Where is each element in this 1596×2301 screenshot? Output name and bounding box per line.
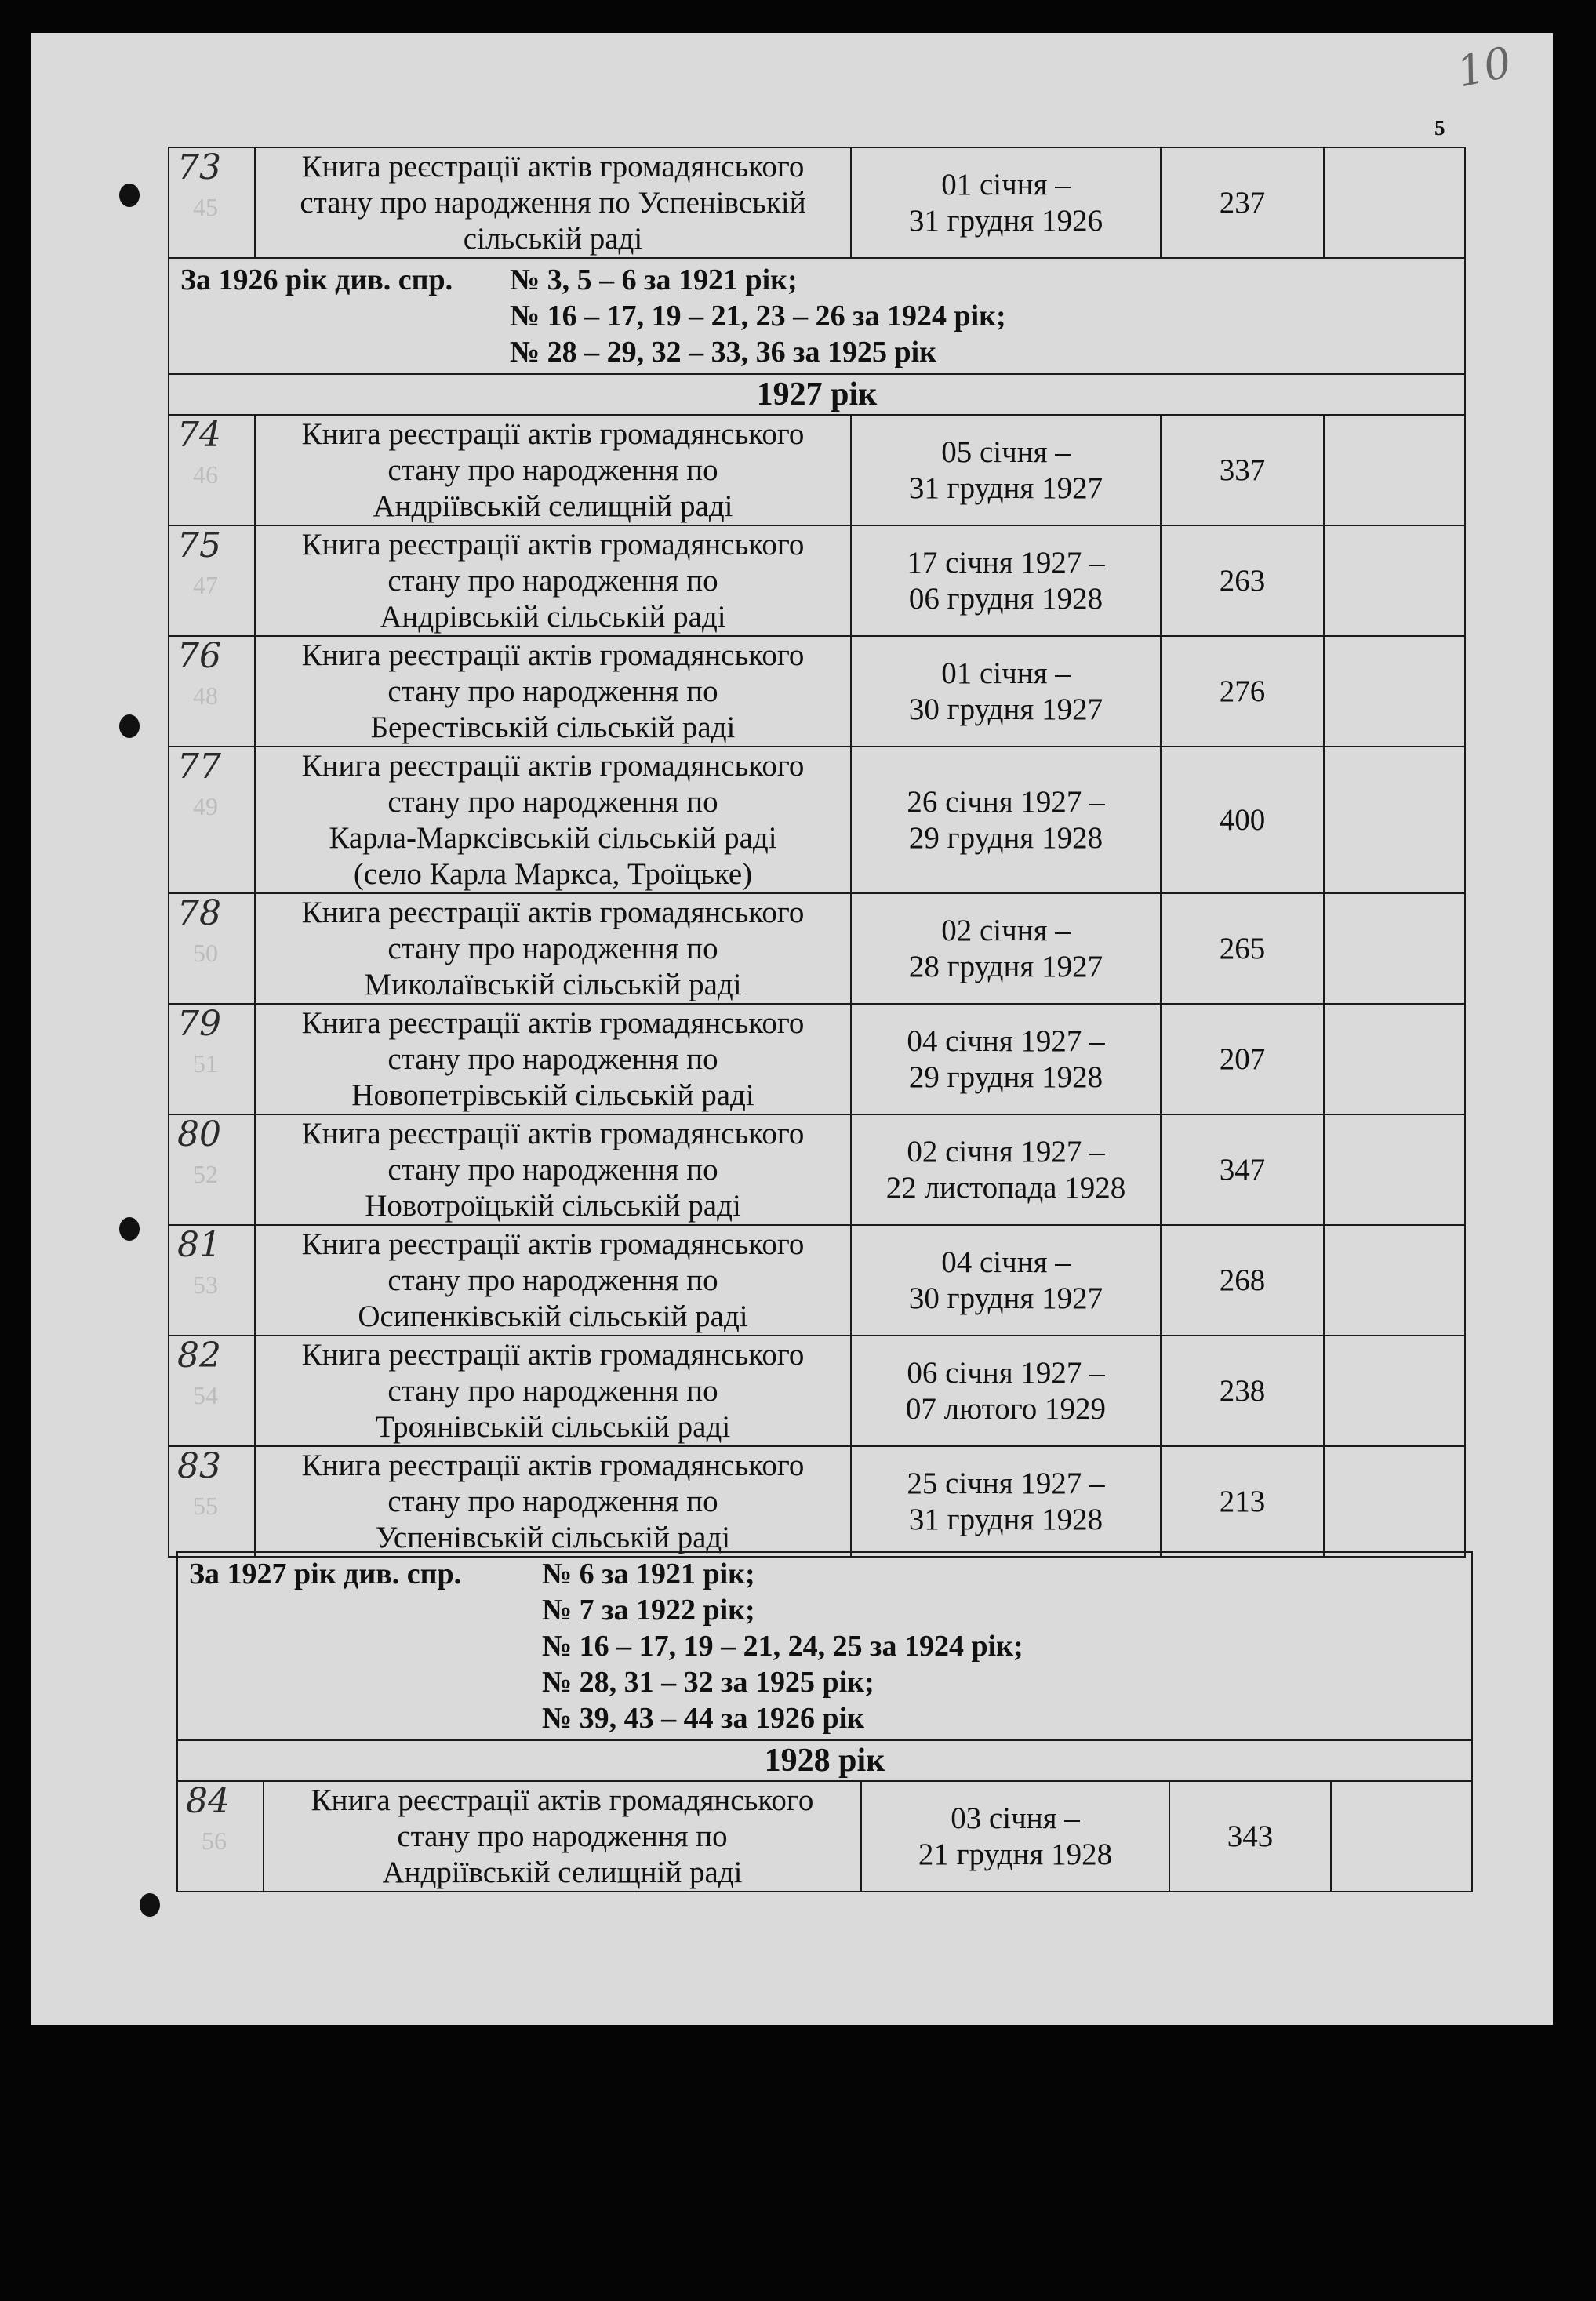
notes-cell: [1324, 147, 1465, 258]
old-case-number: 52: [193, 1160, 218, 1188]
case-title-line: стану про народження по Успенівській: [300, 185, 806, 220]
case-title-line: стану про народження по: [387, 453, 718, 487]
date-line: 02 січня 1927 –: [907, 1134, 1105, 1169]
case-number: 84: [186, 1781, 230, 1821]
sheet-count: 347: [1161, 1114, 1324, 1225]
case-title-line: Андрівській сільській раді: [380, 599, 726, 634]
punch-hole: [119, 714, 140, 738]
inventory-table-top: [168, 147, 1466, 1558]
old-case-number: 53: [193, 1270, 218, 1299]
punch-hole: [119, 1217, 140, 1241]
sheet-count: 276: [1161, 636, 1324, 747]
case-number-cell: [169, 1114, 255, 1225]
notes-cell: [1324, 1114, 1465, 1225]
date-line: 06 грудня 1928: [908, 581, 1103, 616]
case-number-cell: [177, 1781, 264, 1892]
case-title-cell: [255, 893, 851, 1004]
date-range-cell: [851, 1004, 1161, 1114]
case-title-cell: [255, 1114, 851, 1225]
case-number: 73: [177, 147, 221, 187]
date-line: 31 грудня 1928: [908, 1502, 1103, 1536]
date-range-cell: [851, 147, 1161, 258]
date-line: 31 грудня 1927: [908, 471, 1103, 505]
date-line: 30 грудня 1927: [908, 1281, 1103, 1315]
date-line: 02 січня –: [941, 913, 1071, 947]
sheet-count: 238: [1161, 1336, 1324, 1446]
page-number: 5: [1434, 116, 1445, 140]
case-number-cell: [169, 1446, 255, 1557]
case-title-cell: [255, 1336, 851, 1446]
case-title-line: Новопетрівській сільській раді: [351, 1078, 754, 1112]
case-number-cell: [169, 415, 255, 525]
cross-reference-label: За 1927 рік див. спр.: [189, 1558, 462, 1590]
table-row: [169, 1336, 1465, 1446]
case-title-cell: [264, 1781, 861, 1892]
sheet-count: 265: [1161, 893, 1324, 1004]
case-title-line: (село Карла Маркса, Троїцьке): [353, 856, 753, 891]
cross-reference-row: [177, 1552, 1472, 1740]
year-title-row: [169, 374, 1465, 415]
punch-hole: [140, 1893, 160, 1917]
case-title-cell: [255, 415, 851, 525]
sheet-count: 237: [1161, 147, 1324, 258]
date-line: 05 січня –: [941, 434, 1071, 469]
case-title-line: стану про народження по: [387, 931, 718, 965]
case-title-cell: [255, 525, 851, 636]
table-row: [169, 747, 1465, 893]
cross-reference-lines: [542, 1556, 1023, 1736]
case-title-line: Книга реєстрації актів громадянського: [301, 1116, 805, 1150]
sheet-count: 263: [1161, 525, 1324, 636]
table-row: [169, 893, 1465, 1004]
case-number: 78: [177, 893, 221, 933]
year-title: 1928 рік: [177, 1740, 1472, 1781]
case-title-line: Книга реєстрації актів громадянського: [301, 527, 805, 562]
sheet-count: 213: [1161, 1446, 1324, 1557]
date-line: 29 грудня 1928: [908, 820, 1103, 855]
notes-cell: [1324, 747, 1465, 893]
case-title-line: сільській раді: [463, 221, 643, 256]
case-number-cell: [169, 636, 255, 747]
old-case-number: 56: [202, 1827, 227, 1855]
old-case-number: 45: [193, 193, 218, 221]
case-title-line: Книга реєстрації актів громадянського: [301, 1448, 805, 1482]
date-line: 01 січня –: [941, 656, 1071, 690]
year-title-row: [177, 1740, 1472, 1781]
date-line: 30 грудня 1927: [908, 692, 1103, 726]
cross-reference-line: № 16 – 17, 19 – 21, 24, 25 за 1924 рік;: [542, 1630, 1023, 1663]
case-title-cell: [255, 1004, 851, 1114]
cross-reference-cell: [169, 258, 1465, 374]
sheet-count: 268: [1161, 1225, 1324, 1336]
case-title-cell: [255, 1225, 851, 1336]
case-title-cell: [255, 747, 851, 893]
case-number-cell: [169, 747, 255, 893]
case-number: 74: [177, 415, 221, 455]
inventory-table-bottom: [176, 1551, 1473, 1892]
date-line: 07 лютого 1929: [905, 1391, 1107, 1426]
notes-cell: [1324, 1225, 1465, 1336]
notes-cell: [1324, 1336, 1465, 1446]
cross-reference-line: № 28 – 29, 32 – 33, 36 за 1925 рік: [510, 336, 937, 369]
case-number: 75: [177, 525, 221, 565]
case-title-line: Новотроїцькій сільській раді: [365, 1188, 741, 1223]
case-title-line: Книга реєстрації актів громадянського: [301, 149, 805, 184]
case-title-line: стану про народження по: [387, 784, 718, 819]
table-row: [169, 415, 1465, 525]
case-title-line: стану про народження по: [387, 674, 718, 708]
cross-reference-lines: [510, 262, 1006, 370]
cross-reference-line: № 3, 5 – 6 за 1921 рік;: [510, 264, 798, 296]
date-line: 04 січня 1927 –: [907, 1023, 1105, 1058]
date-line: 21 грудня 1928: [918, 1837, 1113, 1871]
date-line: 03 січня –: [951, 1801, 1080, 1835]
date-range-cell: [851, 747, 1161, 893]
date-line: 26 січня 1927 –: [907, 784, 1105, 819]
date-line: 04 січня –: [941, 1245, 1071, 1279]
date-line: 06 січня 1927 –: [907, 1355, 1105, 1390]
case-title-line: Книга реєстрації актів громадянського: [301, 416, 805, 451]
sheet-count: 337: [1161, 415, 1324, 525]
notes-cell: [1324, 415, 1465, 525]
table-row: [169, 1225, 1465, 1336]
notes-cell: [1324, 893, 1465, 1004]
case-title-line: Андріївській селищній раді: [382, 1855, 743, 1889]
case-title-line: Книга реєстрації актів громадянського: [301, 1337, 805, 1372]
date-line: 22 листопада 1928: [885, 1170, 1126, 1205]
case-number: 83: [177, 1446, 221, 1486]
table-row: [169, 147, 1465, 258]
date-range-cell: [861, 1781, 1169, 1892]
date-line: 28 грудня 1927: [908, 949, 1103, 983]
case-title-line: Карла-Марксівській сільській раді: [329, 820, 777, 855]
case-title-line: стану про народження по: [387, 1152, 718, 1187]
case-number-cell: [169, 525, 255, 636]
notes-cell: [1331, 1781, 1472, 1892]
date-range-cell: [851, 893, 1161, 1004]
sheet-count: 343: [1169, 1781, 1331, 1892]
case-title-cell: [255, 1446, 851, 1557]
case-title-line: Книга реєстрації актів громадянського: [311, 1783, 814, 1817]
year-title: 1927 рік: [169, 374, 1465, 415]
date-range-cell: [851, 636, 1161, 747]
date-line: 25 січня 1927 –: [907, 1466, 1105, 1500]
case-title-line: стану про народження по: [387, 1373, 718, 1408]
date-range-cell: [851, 1336, 1161, 1446]
table-row: [169, 1004, 1465, 1114]
table-row: [169, 636, 1465, 747]
case-number-cell: [169, 147, 255, 258]
old-case-number: 48: [193, 682, 218, 710]
case-title-line: Осипенківській сільській раді: [358, 1299, 748, 1333]
date-line: 29 грудня 1928: [908, 1060, 1103, 1094]
case-title-line: Книга реєстрації актів громадянського: [301, 1005, 805, 1040]
cross-reference-line: № 6 за 1921 рік;: [542, 1558, 755, 1590]
old-case-number: 47: [193, 571, 218, 599]
cross-reference-line: № 39, 43 – 44 за 1926 рік: [542, 1702, 865, 1735]
date-range-cell: [851, 1446, 1161, 1557]
case-number-cell: [169, 1225, 255, 1336]
old-case-number: 54: [193, 1381, 218, 1409]
punch-hole: [119, 184, 140, 207]
date-line: 17 січня 1927 –: [907, 545, 1105, 580]
case-number: 76: [177, 636, 221, 676]
case-title-line: Берестівській сільській раді: [370, 710, 736, 744]
case-number-cell: [169, 1004, 255, 1114]
cross-reference-row: [169, 258, 1465, 374]
case-number: 79: [177, 1004, 221, 1044]
date-range-cell: [851, 1225, 1161, 1336]
notes-cell: [1324, 1446, 1465, 1557]
cross-reference-line: № 28, 31 – 32 за 1925 рік;: [542, 1666, 874, 1699]
notes-cell: [1324, 1004, 1465, 1114]
cross-reference-cell: [177, 1552, 1472, 1740]
case-title-line: Книга реєстрації актів громадянського: [301, 1227, 805, 1261]
case-number: 77: [177, 747, 221, 787]
case-number: 82: [177, 1336, 221, 1376]
case-title-line: стану про народження по: [387, 563, 718, 598]
date-line: 01 січня –: [941, 167, 1071, 202]
case-title-line: стану про народження по: [387, 1484, 718, 1518]
case-number: 80: [177, 1114, 221, 1154]
case-number: 81: [177, 1225, 221, 1265]
table-row: [169, 1114, 1465, 1225]
case-title-line: Книга реєстрації актів громадянського: [301, 638, 805, 672]
sheet-count: 207: [1161, 1004, 1324, 1114]
table-row: [169, 1446, 1465, 1557]
old-case-number: 50: [193, 939, 218, 967]
date-range-cell: [851, 525, 1161, 636]
handwritten-folio-number: 10: [1452, 37, 1516, 97]
table-row: [169, 525, 1465, 636]
case-title-cell: [255, 636, 851, 747]
case-title-line: стану про народження по: [397, 1819, 728, 1853]
case-title-line: Троянівській сільській раді: [375, 1409, 731, 1444]
sheet-count: 400: [1161, 747, 1324, 893]
old-case-number: 55: [193, 1492, 218, 1520]
cross-reference-line: № 7 за 1922 рік;: [542, 1594, 755, 1627]
case-number-cell: [169, 1336, 255, 1446]
notes-cell: [1324, 636, 1465, 747]
case-title-line: стану про народження по: [387, 1041, 718, 1076]
old-case-number: 51: [193, 1049, 218, 1078]
case-title-line: Андріївській селищній раді: [373, 489, 733, 523]
old-case-number: 46: [193, 460, 218, 489]
case-number-cell: [169, 893, 255, 1004]
table-row: [177, 1781, 1472, 1892]
cross-reference-label: За 1926 рік див. спр.: [180, 264, 453, 296]
date-line: 31 грудня 1926: [908, 203, 1103, 238]
case-title-line: Книга реєстрації актів громадянського: [301, 895, 805, 929]
date-range-cell: [851, 1114, 1161, 1225]
case-title-line: стану про народження по: [387, 1263, 718, 1297]
case-title-line: Успенівській сільській раді: [375, 1520, 731, 1554]
cross-reference-line: № 16 – 17, 19 – 21, 23 – 26 за 1924 рік;: [510, 300, 1006, 333]
date-range-cell: [851, 415, 1161, 525]
case-title-cell: [255, 147, 851, 258]
notes-cell: [1324, 525, 1465, 636]
old-case-number: 49: [193, 792, 218, 820]
case-title-line: Книга реєстрації актів громадянського: [301, 748, 805, 783]
case-title-line: Миколаївській сільській раді: [364, 967, 742, 1001]
